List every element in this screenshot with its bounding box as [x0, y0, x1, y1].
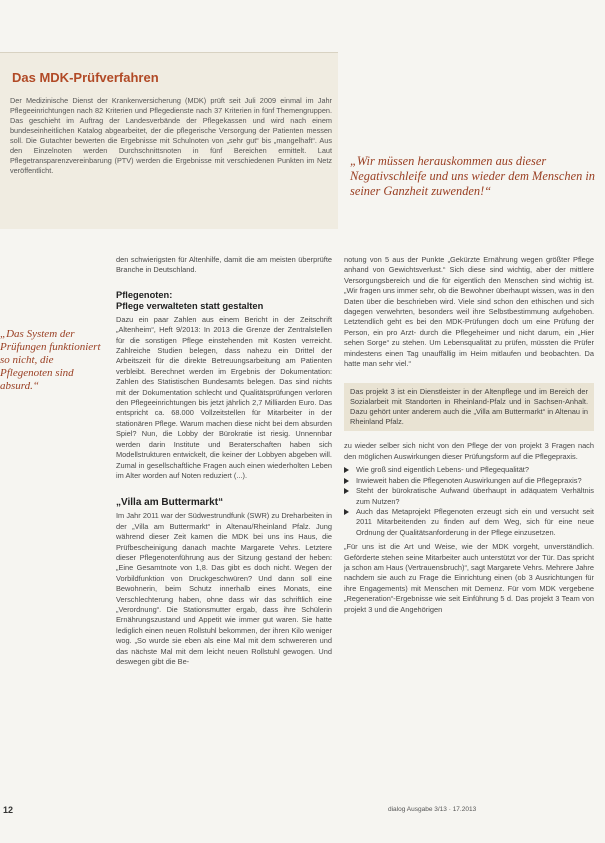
- list-item: Steht der bürokratische Aufwand überhaupt in adäquatem Verhältnis zum Nutzen?: [344, 486, 594, 507]
- question-list: [344, 465, 594, 538]
- list-item: Inwieweit haben die Pflegenoten Auswirkungen auf die Pflegepraxis?: [344, 476, 594, 486]
- info-box-body: Der Medizinische Dienst der Krankenversicherung (MDK) prüft seit Juli 2009 einmal im Jahr Pflegeeinrichtungen nach 82 Kriterien und Pflegedienste nach 37 Kriterien in fünf Themengruppen. Das geschieht im Auftrag der Landesverbände der Pflegekassen und wird nach einem bundeseinheitlichen Katalog abgearbeitet, der die pflegerische Versorgung der Patienten messen soll. Die Gutachter bewerten die Ergebnisse mit Schulnoten von „sehr gut“ bis „mangelhaft“. Aus den Einzelnoten werden Durchschnittsnoten in fünf Bereichen ermittelt. Laut Pflegetransparenzvereinbarung (PTV) werden die Ergebnisse mit verschiedenen Punkten im Netz veröffentlicht.: [10, 96, 332, 175]
- pull-quote-right: „Wir müssen herauskommen aus dieser Negativschleife und uns wieder dem Menschen in seiner Ganzheit zuwenden!“: [350, 154, 595, 198]
- column-2-paragraph-3: „Für uns ist die Art und Weise, wie der MDK vorgeht, unverständlich. Geförderte stehen seine Mitarbeiter auch unterstützt vor der Tür. Das spricht ja schon am Haus (Vertrauensbruch)“, sagt Margarete Vehrs. Mehrere Jahre nachdem sie auch zu Frage die Einrichtung einen (ob 3 Ausrichtungen für ihre Engagements) mit Menschen mit Demenz. Für vom MDK vergebene „Regeneration“-Ergebnisse wie seit Einführung 5 d. Das projekt 3 Team von projekt 3 und die Angehörigen: [344, 542, 594, 614]
- list-item: Auch das Metaprojekt Pflegenoten erzeugt sich ein und versucht seit 2011 Mitarbeitenden zu finden auf dem Weg, sich für eine neue Ordnung der Qualitätsanforderung in der Pflege einzusetzen.: [344, 507, 594, 538]
- projekt-3-callout: Das projekt 3 ist ein Dienstleister in der Altenpflege und im Bereich der Sozialarbeit mit Standorten in Rheinland-Pfalz und in Sachsen-Anhalt. Dazu gehört unter anderem auch die „Villa am Buttermarkt“ in Altenau in Rheinland Pfalz.: [344, 383, 594, 431]
- section-heading-pflegenoten: [116, 290, 332, 312]
- list-item: Wie groß sind eigentlich Lebens- und Pflegequalität?: [344, 465, 594, 475]
- column-1-paragraph-2: Im Jahr 2011 war der Südwestrundfunk (SWR) zu Dreharbeiten in der „Villa am Buttermarkt“ in Altenau/Rheinland Pfalz. Jung während dieser Zeit kamen die MDK bei uns ins Haus, die Prüfbescheinigung danach machte Margarete Vehrs. Letztere dieser Pflegenotenführung aus der Sitzung gestand der heben: „Eine Gesamtnote von 1,8. Das gibt es doch nicht. Wegen der Vorbildfunktion von Druckgeschwüren? Und dann soll eine Bewohnerin, beim Schutz innerhalb eines Monats, eine Verschlechterung haben, ohne dass wir das schriftlich eine „Verordnung“. Die Stationsmutter ergab, dass ihre Schülerin Ernährungszustand und Appetit wie immer gut waren. Sie hatte lediglich einen neuen Rollstuhl bekommen, der ihren Kilo weniger wog. „So wurde sie eben als eine Mal mit dem schwereren und das nächste Mal mit dem leicht neuen Rollstuhl gewogen. Und deswegen gibt die Be-: [116, 511, 332, 666]
- column-1-paragraph-1: Dazu ein paar Zahlen aus einem Bericht in der Zeitschrift „Altenheim“, Heft 9/2013: In 2013 die Grenze der Zentralstellen für die sonstigen Pflege einstehenden mit Kosten verreicht. Zahlreiche Studien belegen, dass nahezu ein Drittel der Arbeitszeit für die direkte Betreuungsarbeitung am Patienten verbleibt. Berechnet werden im Ergebnis der Dokumentation: Zahlen des Statistischen Bundesamts belegen. Das sind nichts mit der Dokumentation schlecht und Qualitätsprüfungen verloren den Pflegeeinrichtungen bis jetzt jährlich 2,7 Milliarden Euro. Das entspricht ca. 68.000 Vollzeitstellen für Mitarbeiter in der stationären Pflege. Warum machen diese nicht bei dem absurden Spiel? Nun, die Lobby der Bürokratie ist riesig. Unnennbar werden darin Institute und Beraterschaften haben sich Modellstrukturen entwickelt, die keiner der Lobbyen abgeben will. Zumal in gesellschaftliche Fragen auch einen wiederholten Leben im Alter worden auf Noten reduziert (...).: [116, 314, 332, 480]
- page-number: 12: [3, 805, 14, 815]
- section-heading-villa: „Villa am Buttermarkt“: [116, 497, 224, 509]
- section-heading-pflegenoten-line-1: Pflegenoten:: [116, 289, 173, 300]
- article-column-1: [116, 255, 332, 667]
- pull-quote-left: „Das System der Prüfungen funktioniert so nicht, die Pflegenoten sind absurd.“: [0, 328, 101, 392]
- article-column-2: [344, 255, 594, 615]
- footer-publication: dialog Ausgabe 3/13 · 17.2013: [388, 806, 477, 813]
- section-heading-pflegenoten-line-2: Pflege verwalteten statt gestalten: [116, 300, 264, 311]
- info-box-title: Das MDK-Prüfverfahren: [12, 70, 159, 85]
- column-1-intro: den schwierigsten für Altenhilfe, damit die am meisten überprüfte Branche in Deutschland.: [116, 255, 332, 275]
- column-2-paragraph-2: zu wieder selber sich nicht von den Pflege der von projekt 3 Fragen nach den möglichen Auswirkungen dieser Prüfungsform auf die Pflegepraxis.: [344, 441, 594, 461]
- column-2-paragraph-1: notung von 5 aus der Punkte „Gekürzte Ernährung wegen größter Pflege anhand von Gewichtsverlust.“ Sich diese sind wichtig, aber der mittlere Versorgungsbereich und die für eigentlich den Menschen sind wichtig ist. „Wir fragen uns immer sehr, ob die Bewohner überhaupt wissen, was in den Daten über die beschrieben wird. Viele sind schon den ethischen und sich dagegen verwehrten, besonders weil ihre Selbstbestimmung aufgehoben. Letztendlich geht es bei den MDK-Prüfungen doch um eine Prüfung der Person, ein pro Arzt- durch die Pflegeheimer und nicht darum, ein „Hier sehen Sorge“ zu stehen. Um Lebensqualität zu prüfen, müssten die Prüfer mindestens einen Tag unauffällig im Heim mitlaufen und beobachten. Da hatte man sehr viel.“: [344, 255, 594, 369]
